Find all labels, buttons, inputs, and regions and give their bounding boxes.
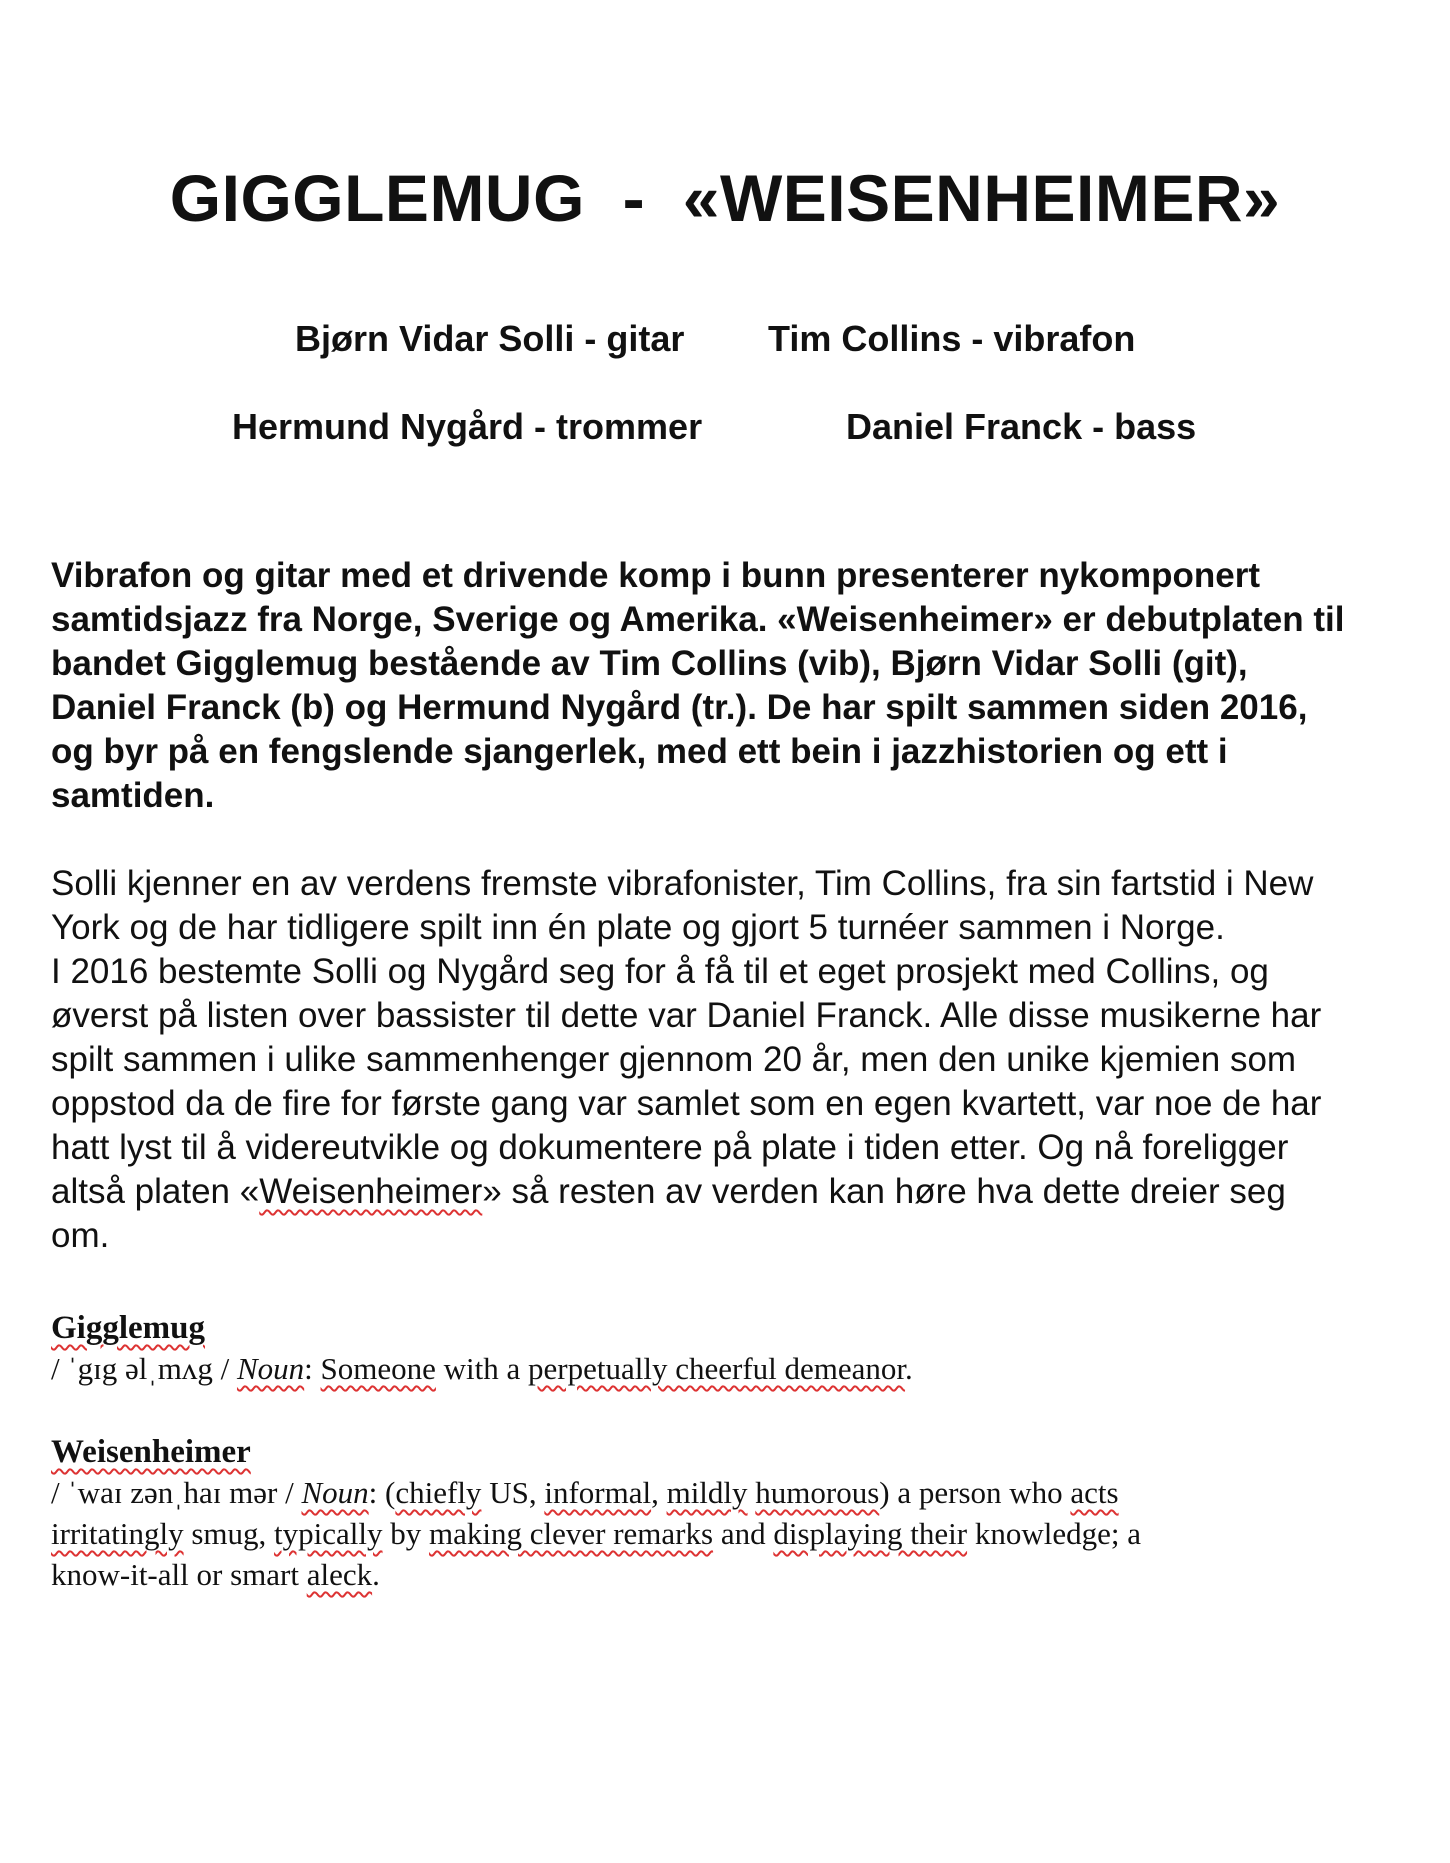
definition-text: ) a person who [879,1475,1071,1510]
spellcheck-word: perpetually cheerful demeanor [528,1351,906,1386]
intro-line: samtidsjazz fra Norge, Sverige og Amerika. «Weisenheimer» er debutplaten til [51,600,1345,639]
definition-text: : [304,1351,321,1386]
definition-line [51,1348,913,1389]
spellcheck-word: irritatingly [51,1516,184,1551]
pronunciation: / ˈgɪg əlˌmʌg / [51,1351,237,1386]
story-line: hatt lyst til å videreutvikle og dokumentere på plate i tiden etter. Og nå foreligger [51,1128,1289,1167]
intro-line: samtiden. [51,776,215,815]
member-vibraphone: Tim Collins - vibrafon [768,318,1136,359]
intro-line: Daniel Franck (b) og Hermund Nygård (tr.). De har spilt sammen siden 2016, [51,688,1308,727]
definition-text: : [368,1475,386,1510]
spellcheck-word: aleck [306,1557,373,1592]
definition-term: Gigglemug [51,1310,205,1346]
definition-text: . [372,1557,380,1592]
spellcheck-word: mildly [666,1475,748,1510]
definition-line [51,1472,1141,1513]
spellcheck-word: chiefly [395,1475,482,1510]
story-line: Solli kjenner en av verdens fremste vibrafonister, Tim Collins, fra sin fartstid i New [51,864,1314,903]
part-of-speech: Noun [301,1475,369,1510]
part-of-speech: Noun [236,1351,305,1386]
story-paragraph [51,862,1321,1258]
spellcheck-word: acts [1070,1475,1119,1510]
intro-line: Vibrafon og gitar med et drivende komp i bunn presenterer nykomponert [51,556,1261,595]
story-line: om. [51,1216,110,1255]
intro-paragraph [51,554,1344,818]
story-line: York og de har tidligere spilt inn én plate og gjort 5 turnéer sammen i Norge. [51,908,1225,947]
story-text: » så resten av verden kan høre hva dette dreier seg [482,1172,1286,1211]
definition-text: , [651,1475,667,1510]
story-line: øverst på listen over bassister til dette var Daniel Franck. Alle disse musikerne har [51,996,1322,1035]
definition-text: know-it-all or smart [51,1557,307,1592]
story-text: altså platen « [51,1172,260,1211]
spellcheck-word: Weisenheimer [259,1172,483,1211]
pronunciation: / ˈwaɪ zənˌhaɪ mər / [51,1475,302,1510]
story-line: spilt sammen i ulike sammenhenger gjennom 20 år, men den unike kjemien som [51,1040,1297,1079]
member-drums: Hermund Nygård - trommer [232,406,703,447]
definition-weisenheimer [51,1432,1141,1595]
spellcheck-word: displaying their [773,1516,968,1551]
intro-line: og byr på en fengslende sjangerlek, med ett bein i jazzhistorien og ett i [51,732,1228,771]
story-line [51,1170,1321,1214]
spellcheck-word: humorous [755,1475,880,1510]
definition-text: and [713,1516,774,1551]
definition-line [51,1513,1141,1554]
page-title: GIGGLEMUG - «WEISENHEIMER» [169,161,1281,235]
definition-line [51,1554,1141,1595]
definition-text: smug, [183,1516,275,1551]
intro-line: bandet Gigglemug bestående av Tim Collins (vib), Bjørn Vidar Solli (git), [51,644,1248,683]
definition-text: with a [435,1351,529,1386]
definition-gigglemug [51,1308,913,1389]
definition-text: by [382,1516,430,1551]
spellcheck-word: typically [274,1516,383,1551]
story-line: oppstod da de fire for første gang var samlet som en egen kvartett, var noe de har [51,1084,1322,1123]
definition-text: ( [385,1475,396,1510]
member-guitar: Bjørn Vidar Solli - gitar [295,318,685,359]
definition-term: Weisenheimer [51,1434,251,1470]
spellcheck-word: Someone [320,1351,436,1386]
definition-text: knowledge; a [967,1516,1141,1551]
story-line: I 2016 bestemte Solli og Nygård seg for å få til et eget prosjekt med Collins, og [51,952,1269,991]
spellcheck-word: making clever remarks [429,1516,714,1551]
spellcheck-word: informal [544,1475,652,1510]
member-bass: Daniel Franck - bass [846,406,1197,447]
definition-text: US, [481,1475,545,1510]
definition-text: . [905,1351,913,1386]
